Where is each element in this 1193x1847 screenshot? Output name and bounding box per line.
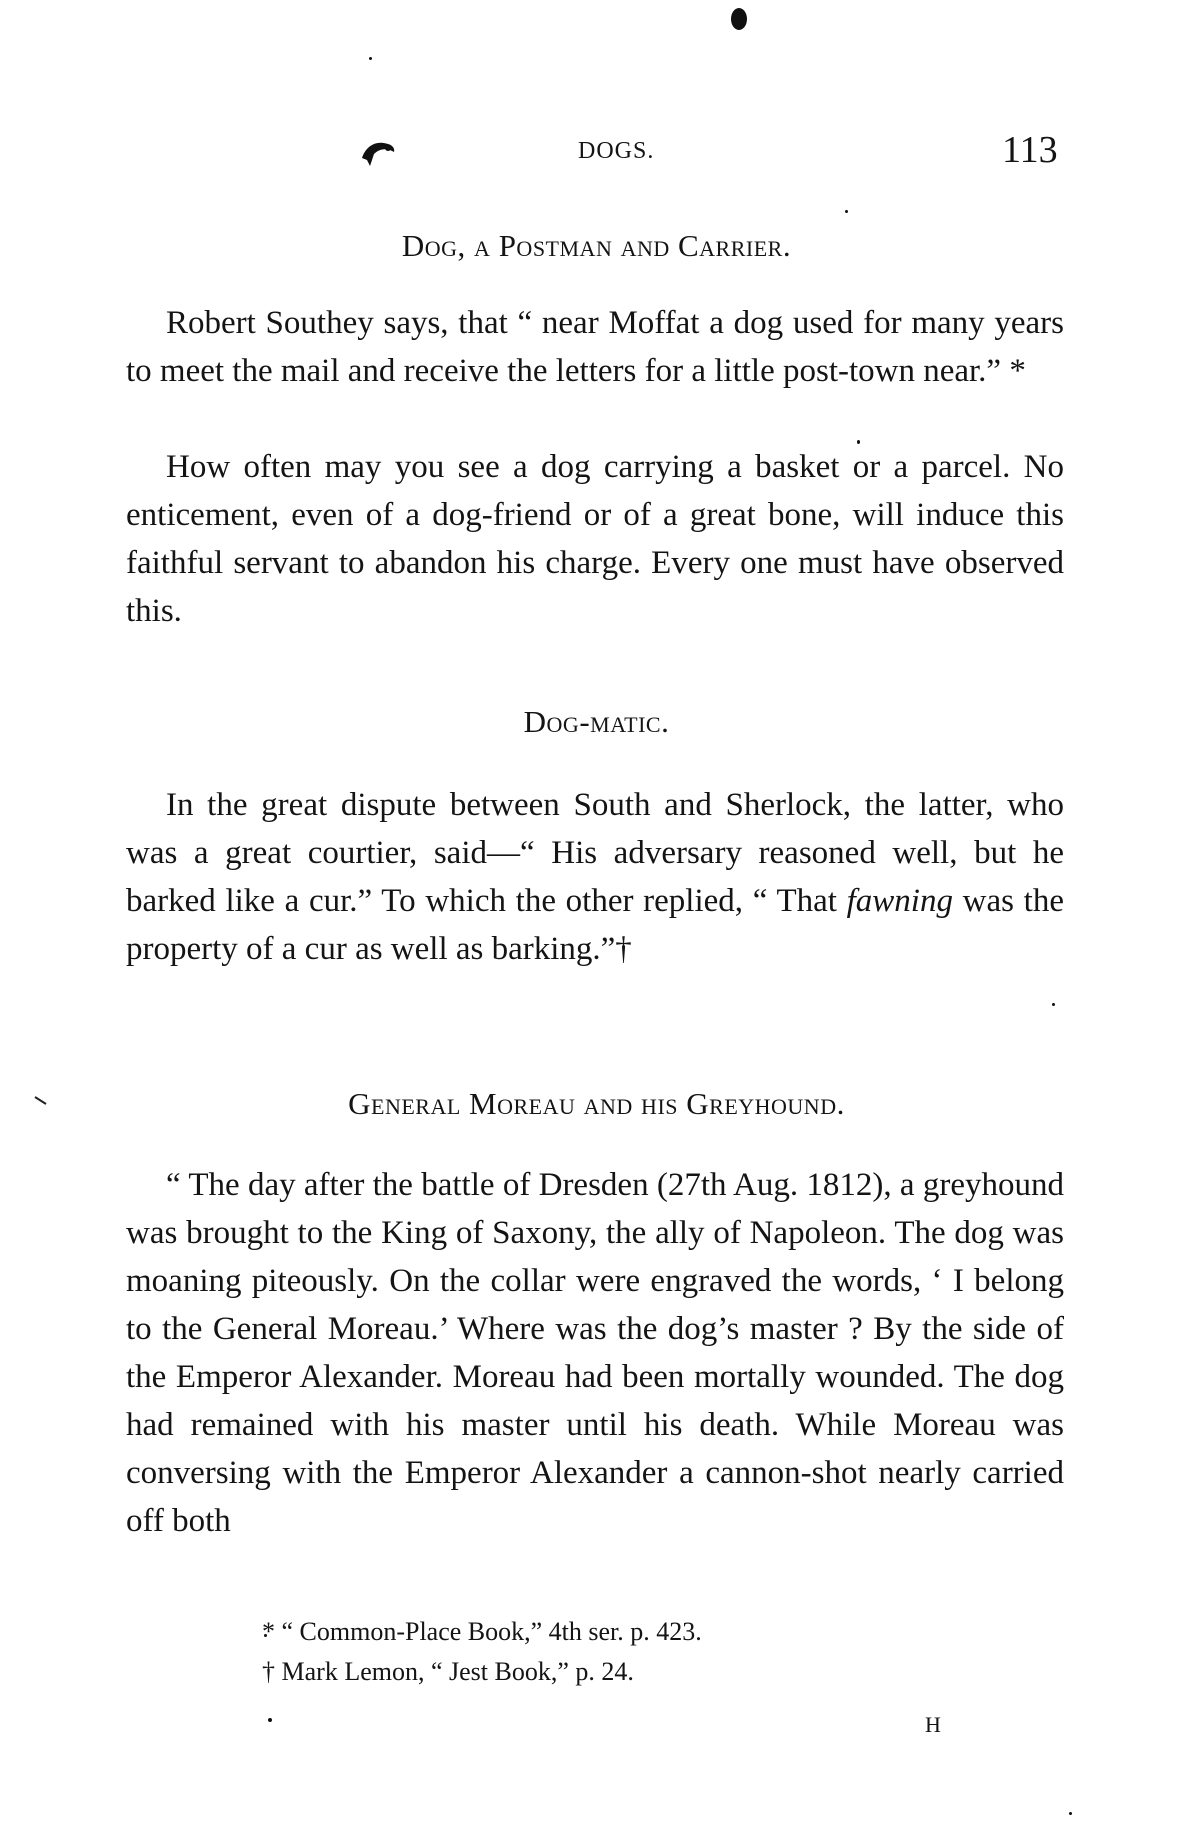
- page-number: 113: [1002, 129, 1058, 171]
- signature-mark: H: [925, 1712, 941, 1737]
- ink-speck: [1052, 1003, 1055, 1006]
- running-head: [0, 128, 1193, 178]
- section-heading: Dog-matic.: [523, 704, 670, 739]
- ink-speck: [845, 210, 848, 213]
- ink-speck: [268, 1718, 272, 1722]
- section-heading: General Moreau and his Greyhound.: [348, 1086, 845, 1121]
- ink-speck: [369, 57, 372, 60]
- paragraph-text: was the property of a cur as well as barking.”†: [126, 883, 1064, 967]
- paragraph: How often may you see a dog carrying a basket or a parcel. No enticement, even of a dog-friend or of a great bone, will induce this faithful servant to abandon his charge. Every one must have observed this.: [126, 449, 1064, 629]
- paragraph: [126, 781, 1064, 973]
- ink-speck: [1069, 1812, 1072, 1815]
- section-heading: Dog, a Postman and Carrier.: [401, 228, 792, 263]
- italic-emphasis: fawning: [846, 883, 953, 919]
- running-title: DOGS.: [578, 138, 655, 164]
- printer-ornament-icon: [358, 136, 398, 168]
- paragraph-text: In the great dispute between South and Sherlock, the latter, who was a great courtier, said—“ His adversary reasoned well, but he barked like a cur.” To which the other replied, “ That: [126, 787, 1064, 919]
- paragraph: “ The day after the battle of Dresden (27th Aug. 1812), a greyhound was brought to the King of Saxony, the ally of Napoleon. The dog was moaning piteously. On the collar were engraved the words, ‘ I belong to the General Moreau.’ Where was the dog’s master ? By the side of the Emperor Alexander. Moreau had been mortally wounded. The dog had remained with his master until his death. While Moreau was conversing with the Emperor Alexander a cannon-shot nearly carried off both: [126, 1167, 1064, 1539]
- footnote: † Mark Lemon, “ Jest Book,” p. 24.: [262, 1657, 634, 1686]
- footnotes: [262, 1612, 1062, 1692]
- paragraph: Robert Southey says, that “ near Moffat a dog used for many years to meet the mail and receive the letters for a little post-town near.” *: [126, 305, 1064, 389]
- ink-speck: [731, 8, 747, 30]
- footnote: * “ Common-Place Book,” 4th ser. p. 423.: [262, 1617, 702, 1646]
